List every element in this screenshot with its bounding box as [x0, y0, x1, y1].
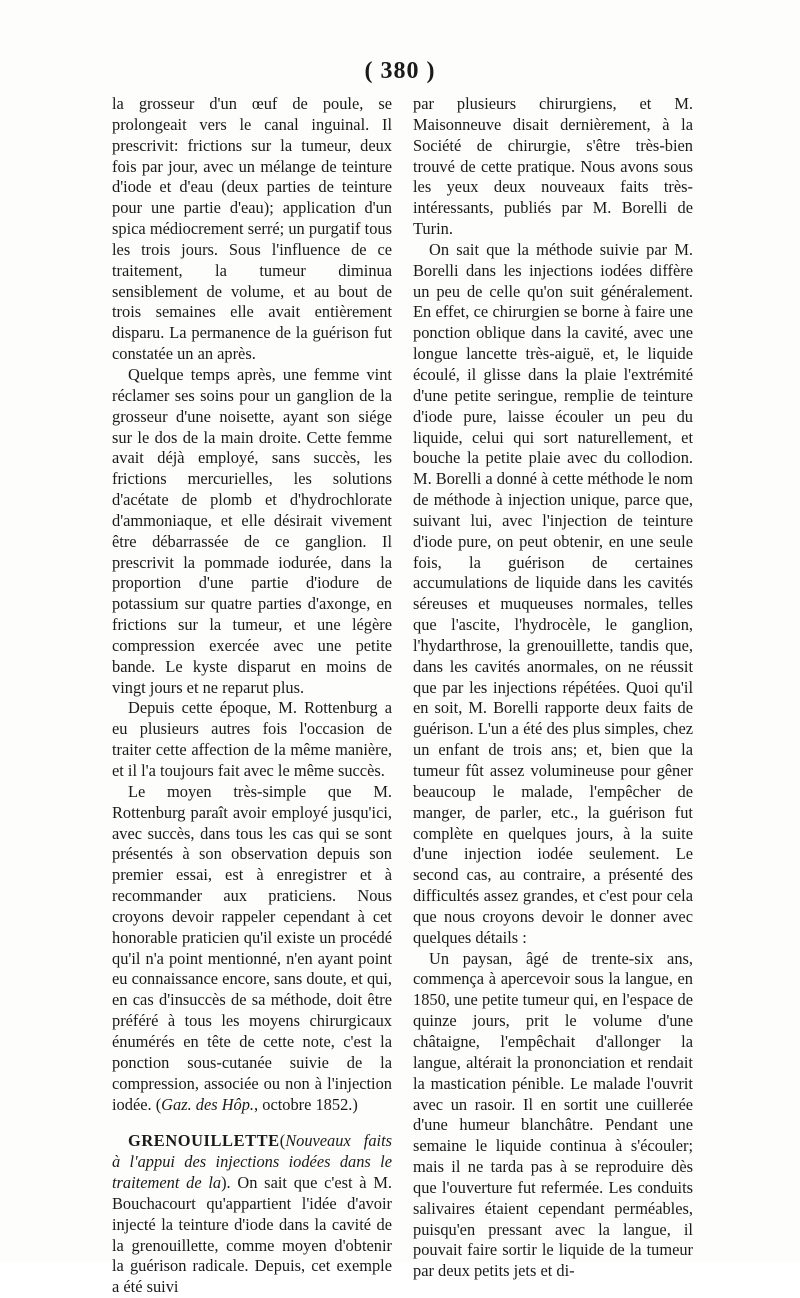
paragraph-text: On sait que c'est à M. Bouchacourt qu'appartient l'idée d'avoir injecté la teinture d'iode dans la cavité de la grenouillette, comme moyen d'obtenir la guérison radicale. Depuis, cet exemple a été suivi [112, 1173, 392, 1297]
paragraph: Depuis cette époque, M. Rottenburg a eu plusieurs autres fois l'occasion de traiter cette affection de la même manière, et il l'a toujours fait avec le même succès. [112, 698, 392, 780]
left-column [112, 94, 392, 1298]
page-number: ( 380 ) [364, 58, 436, 84]
paragraph [112, 782, 392, 1116]
section-heading-term: GRENOUILLETTE [128, 1131, 280, 1151]
heading-paren-close: ). [221, 1173, 231, 1193]
paragraph: On sait que la méthode suivie par M. Borelli dans les injections iodées diffère un peu de celle qu'on suit généralement. En effet, ce chirurgien se borne à faire une ponction oblique dans la cavité, avec une longue lancette très-aiguë, et, le liquide écoulé, il glisse dans la plaie l'extrémité d'une petite seringue, remplie de teinture d'iode pure, laisse écouler un peu du liquide, celui qui sort naturellement, et bouche la petite plaie avec du collodion. M. Borelli a donné à cette méthode le nom de méthode à injection unique, parce que, suivant lui, avec l'injection de teinture d'iode pure, on peut obtenir, en une seule fois, la guérison de certaines accumulations de liquide dans les cavités séreuses et muqueuses normales, telles que l'ascite, l'hydrocèle, le ganglion, l'hydarthrose, la grenouillette, tandis que, dans les cavités anormales, on ne réussit que par les injections répétées. Quoi qu'il en soit, M. Borelli rapporte deux faits de guérison. L'un a été des plus simples, chez un enfant de trois ans; et, bien que la tumeur fût assez volumineuse pour gêner beaucoup le malade, l'empêcher de manger, de parler, etc., la guérison fut complète en quelques jours, à la suite d'une injection iodée seulement. Le second cas, au contraire, a présenté des difficultés assez grandes, et c'est pour cela que nous croyons devoir le donner avec quelques détails : [413, 239, 693, 947]
heading-paren-open: ( [279, 1131, 286, 1151]
citation-date: , octobre 1852.) [254, 1094, 358, 1114]
section-subtitle: Nouveaux faits à l'appui des injections iodées dans le traitement de la [112, 1131, 392, 1193]
paragraph: Quelque temps après, une femme vint réclamer ses soins pour un ganglion de la grosseur d'une noisette, ayant son siége sur le dos de la main droite. Cette femme avait déjà employé, sans succès, les frictions mercurielles, les solutions d'acétate de plomb et d'hydrochlorate d'ammoniaque, et elle désirait vivement être débarrassée de ce ganglion. Il prescrivit la pommade iodurée, dans la proportion d'une partie d'iodure de potassium sur quatre parties d'axonge, en frictions sur la tumeur, et une légère compression exercée avec une petite bande. Le kyste disparut en moins de vingt jours et ne reparut plus. [112, 364, 392, 697]
paragraph: par plusieurs chirurgiens, et M. Maisonneuve disait dernièrement, à la Société de chirurgie, s'être très-bien trouvé de cette pratique. Nous avons sous les yeux deux nouveaux faits très-intéressants, publiés par M. Borelli de Turin. [413, 94, 693, 239]
section-entry [112, 1131, 392, 1298]
paragraph: la grosseur d'un œuf de poule, se prolongeait vers le canal inguinal. Il prescrivit: frictions sur la tumeur, deux fois par jour, avec un mélange de teinture d'iode et d'eau (deux parties de teinture pour une partie d'eau); application d'un spica médiocrement serré; un purgatif tous les trois jours. Sous l'influence de ce traitement, la tumeur diminua sensiblement de volume, et au bout de trois semaines elle avait entièrement disparu. La permanence de la guérison fut constatée un an après. [112, 94, 392, 364]
source-citation: Gaz. des Hôp. [161, 1094, 255, 1114]
paragraph: Un paysan, âgé de trente-six ans, commença à apercevoir sous la langue, en 1850, une petite tumeur qui, en l'espace de quinze jours, prit le volume d'une châtaigne, l'empêchait d'allonger la langue, altérait la prononciation et rendait la mastication pénible. Le malade l'ouvrit avec un rasoir. Il en sortit une cuillerée d'une humeur blanchâtre. Pendant une semaine le liquide continua à s'écouler; mais il ne tarda pas à se reproduire dès que l'ouverture fut refermée. Les conduits salivaires étaient cependant perméables, puisqu'en pressant avec la langue, il pouvait faire sortir le liquide de la tumeur par deux petits jets et di- [413, 948, 693, 1281]
paragraph-text: Le moyen très-simple que M. Rottenburg paraît avoir employé jusqu'ici, avec succès, dans tous les cas qui se sont présentés à son observation depuis son premier essai, est à enregistrer et à recommander aux praticiens. Nous croyons devoir rappeler cependant à cet honorable praticien qu'il existe un procédé qu'il n'a point mentionné, n'en ayant point eu connaissance encore, sans doute, et qui, en cas d'insuccès de sa méthode, doit être préféré à tous les moyens chirurgicaux énumérés en tête de cette note, c'est la ponction sous-cutanée suivie de la compression, associée ou non à l'injection iodée. ( [112, 781, 392, 1114]
right-column [413, 94, 693, 1282]
